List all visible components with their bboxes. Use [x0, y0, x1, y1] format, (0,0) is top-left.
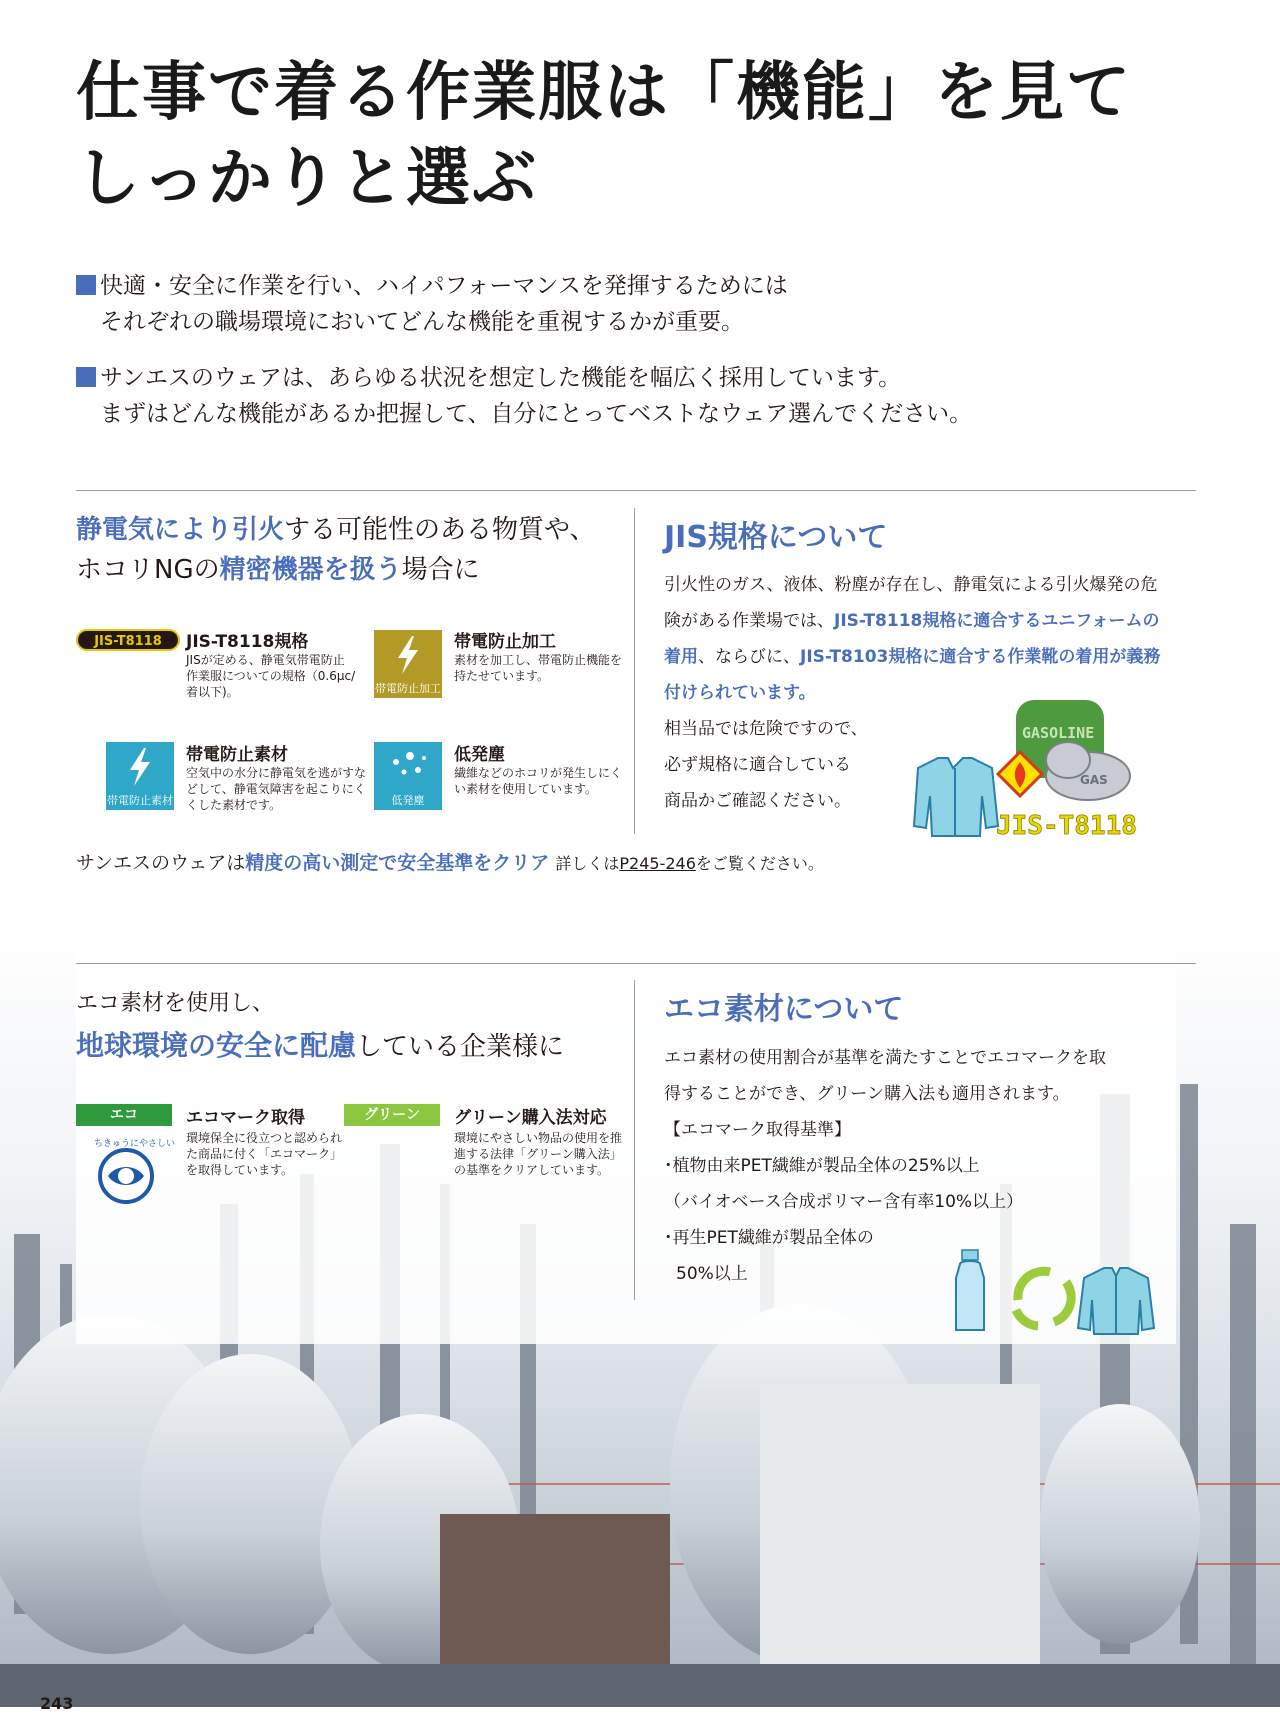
feature-desc: 環境保全に役立つと認められた商品に付く「エコマーク」を取得しています。 [186, 1131, 343, 1177]
feature-title: 帯電防止加工 [454, 632, 556, 652]
eco-section-title: エコ素材について [664, 992, 904, 1027]
intro-1-line-2: それぞれの職場環境においてどんな機能を重視するかが重要。 [100, 309, 744, 335]
eco-line: ･再生PET繊維が製品全体の [664, 1228, 874, 1248]
heading-text: している企業様に [356, 1032, 565, 1062]
feature-desc: 環境にやさしい物品の使用を推進する法律「グリーン購入法」の基準をクリアしています。 [454, 1131, 623, 1177]
eco-line: （バイオベース合成ポリマー含有率10%以上） [664, 1192, 1024, 1212]
eco-line: 【エコマーク取得基準】 [664, 1120, 851, 1140]
page-reference-link[interactable]: P245-246 [619, 854, 696, 873]
eco-mark-icon [86, 1132, 176, 1212]
feature-title: JIS-T8118規格 [186, 632, 309, 652]
jacket-icon [1078, 1268, 1154, 1334]
clear-text: をご覧ください。 [695, 854, 824, 873]
jacket-icon [914, 758, 998, 836]
icon-label: 帯電防止素材 [107, 794, 173, 807]
jis-illustration [908, 696, 1138, 842]
eco-tag: エコ [76, 1104, 172, 1126]
recycle-illustration [954, 1244, 1168, 1336]
intro-paragraph-1 [76, 268, 788, 340]
jis-note-line: 相当品では危険ですので、 [664, 719, 868, 739]
heading-highlight: 地球環境の安全に配慮 [76, 1029, 357, 1062]
intro-2-line-1: サンエスのウェアは、あらゆる状況を想定した機能を幅広く採用しています。 [100, 365, 902, 391]
heading-text: する可能性のある物質や、 [284, 515, 596, 545]
eco-line: ･植物由来PET繊維が製品全体の25%以上 [664, 1156, 980, 1176]
page-number: 243 [40, 1694, 74, 1713]
title-line-2: しっかりと選ぶ [76, 141, 538, 216]
feature-title: グリーン購入法対応 [454, 1108, 607, 1128]
intro-2-line-2: まずはどんな機能があるか把握して、自分にとってベストなウェア選んでください。 [100, 401, 973, 427]
jis-badge: JIS-T8118 [76, 629, 180, 651]
square-bullet-icon [76, 275, 96, 295]
clear-text: サンエスのウェアは [76, 852, 246, 874]
vertical-divider [634, 508, 635, 834]
green-tag: グリーン [344, 1104, 440, 1126]
jis-section-title: JIS規格について [664, 520, 888, 555]
gasoline-label: GASOLINE [1022, 724, 1095, 742]
title-line-1: 仕事で着る作業服は「機能」を見て [76, 55, 1132, 130]
antistatic-material-icon [106, 742, 174, 810]
clear-highlight: 精度の高い測定で安全基準をクリア [245, 852, 550, 874]
pet-bottle-icon [956, 1250, 984, 1330]
icon-label: 帯電防止加工 [375, 682, 441, 695]
eco-line: 50%以上 [676, 1264, 748, 1284]
clear-standard-line [76, 848, 824, 875]
divider [76, 963, 1196, 964]
eco-heading [76, 984, 564, 1067]
feature-desc: JISが定める、静電気帯電防止作業服についての規格（0.6μc/着以下)。 [186, 653, 356, 699]
square-bullet-icon [76, 367, 96, 387]
intro-paragraph-2 [76, 360, 972, 432]
heading-text: 場合に [401, 555, 480, 585]
static-heading [76, 510, 596, 590]
eco-line: 得することができ、グリーン購入法も適用されます。 [664, 1084, 1070, 1104]
feature-desc: 空気中の水分に静電気を逃がすなどして、静電気障害を起こりにくくした素材です。 [186, 766, 367, 812]
feature-title: 帯電防止素材 [186, 745, 288, 765]
icon-label: 低発塵 [391, 794, 425, 807]
eco-line: エコ素材の使用割合が基準を満たすことでエコマークを取 [664, 1048, 1106, 1068]
low-dust-icon [374, 742, 442, 810]
jis-note-line: 商品かご確認ください。 [664, 791, 851, 811]
jis-text: 、ならびに、 [698, 647, 800, 667]
feature-desc: 繊維などのホコリが発生しにくい素材を使用しています。 [454, 766, 623, 796]
vertical-divider [634, 980, 635, 1300]
jis-note [664, 711, 894, 819]
gas-label: GAS [1080, 773, 1108, 787]
heading-text: エコ素材を使用し、 [76, 991, 275, 1016]
feature-desc: 素材を加工し、帯電防止機能を持たせています。 [454, 653, 623, 683]
page-title [76, 50, 1216, 222]
heading-highlight: 精密機器を扱う [219, 555, 402, 585]
feature-title: 低発塵 [454, 745, 505, 765]
jis-highlight: JIS-T8103規格に適合する作業靴の着用が義務付けられています。 [664, 647, 1161, 703]
jis-text: 引火性のガス、液体、粉塵が存在し、静電気による引火爆発の危険がある作業場では、 [664, 575, 1158, 631]
recycle-icon [1016, 1271, 1071, 1326]
heading-text: ホコリNGの [76, 555, 220, 585]
jis-mark-label: JIS-T8118 [996, 811, 1137, 841]
intro-1-line-1: 快適・安全に作業を行い、ハイパフォーマンスを発揮するためには [100, 273, 788, 299]
jis-note-line: 必ず規格に適合している [664, 755, 851, 775]
jis-paragraph [664, 567, 1174, 711]
divider [76, 490, 1196, 491]
jis-highlight: JIS-T8118規格に適合するユニフォームの着用 [664, 611, 1160, 667]
feature-title: エコマーク取得 [186, 1108, 305, 1128]
antistatic-process-icon [374, 630, 442, 698]
heading-highlight: 静電気により引火 [76, 515, 285, 545]
gas-cloud-icon [1046, 742, 1130, 800]
clear-text: 詳しくは [555, 854, 620, 873]
eco-mark-text: ちきゅうにやさしい [94, 1139, 176, 1149]
